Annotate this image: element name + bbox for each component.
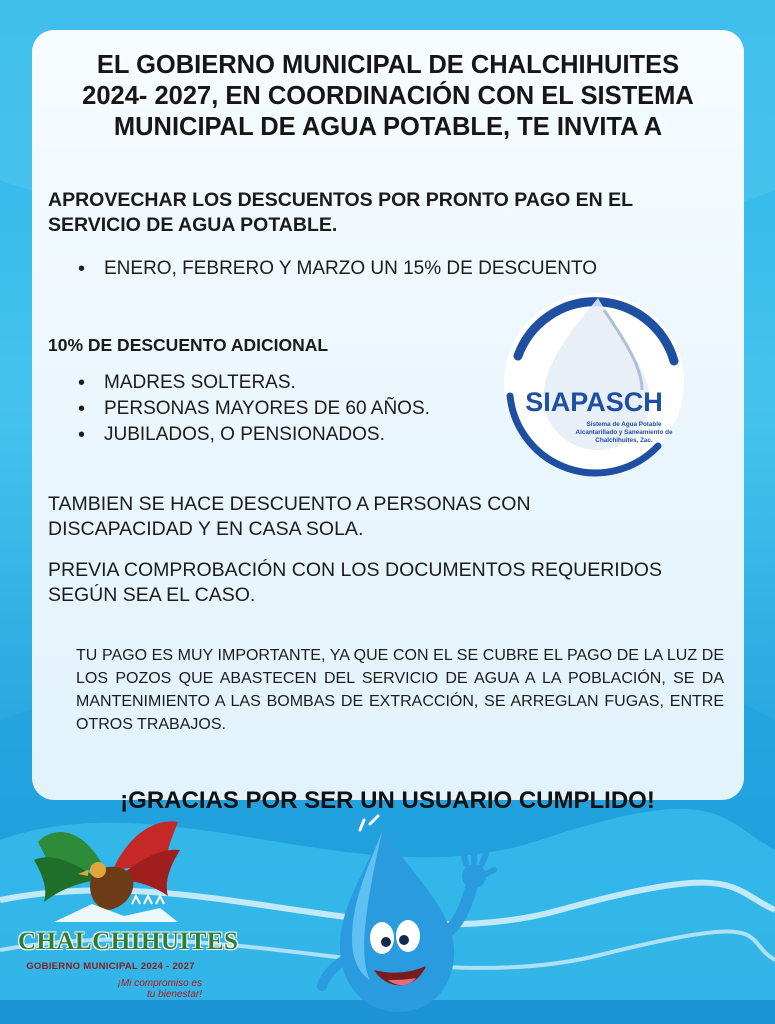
offer-title-line: SERVICIO DE AGUA POTABLE. <box>48 214 338 236</box>
slogan-line: ¡Mi compromiso es <box>117 978 202 989</box>
notice-line: SEGÚN SEA EL CASO. <box>48 584 256 606</box>
title-line: MUNICIPAL DE AGUA POTABLE, TE INVITA A <box>113 113 663 141</box>
municipal-brand-name: CHALCHIHUITES <box>18 928 239 955</box>
list-item: • ENERO, FEBRERO Y MARZO UN 15% DE DESCUENTO <box>76 256 597 282</box>
municipal-slogan <box>102 978 202 1000</box>
offer-list <box>76 256 597 282</box>
page-title <box>40 50 736 143</box>
eagle-emblem-icon <box>28 812 183 932</box>
water-drop-mascot-icon <box>300 810 500 1020</box>
list-item: • MADRES SOLTERAS. <box>76 370 430 396</box>
closing-message: ¡GRACIAS POR SER UN USUARIO CUMPLIDO! <box>120 787 655 814</box>
slogan-line: tu bienestar! <box>146 989 202 1000</box>
disability-notice <box>48 492 648 542</box>
notice-line: DISCAPACIDAD Y EN CASA SOLA. <box>48 518 364 540</box>
logo-name: SIAPASCH <box>525 387 663 417</box>
offer-title-line: APROVECHAR LOS DESCUENTOS POR PRONTO PAGO EN EL <box>48 189 634 211</box>
notice-line: PREVIA COMPROBACIÓN CON LOS DOCUMENTOS REQUERIDOS <box>48 559 662 581</box>
logo-caption: Chalchihuites, Zac. <box>595 437 653 444</box>
municipal-brand-subtitle: GOBIERNO MUNICIPAL 2024 - 2027 <box>26 961 195 972</box>
water-drop-logo-icon <box>498 286 690 480</box>
notice-line: TAMBIEN SE HACE DESCUENTO A PERSONAS CON <box>48 493 531 515</box>
logo-caption: Alcantarillado y Saneamiento de <box>575 429 673 436</box>
additional-discount-list <box>76 370 430 448</box>
list-item: • JUBILADOS, O PENSIONADOS. <box>76 422 430 448</box>
requirement-notice <box>48 558 738 608</box>
additional-discount-title: 10% DE DESCUENTO ADICIONAL <box>48 335 329 355</box>
importance-paragraph: TU PAGO ES MUY IMPORTANTE, YA QUE CON EL SE CUBRE EL PAGO DE LA LUZ DE LOS POZOS QUE ABASTECEN DEL SERVICIO DE AGUA A LA POBLACIÓN, SE DA MANTENIMIENTO A LAS BOMBAS DE EXTRACCIÓN, SE ARREGLAN FUGAS, ENTRE OTROS TRABAJOS. <box>76 647 724 733</box>
title-line: EL GOBIERNO MUNICIPAL DE CHALCHIHUITES <box>96 51 680 79</box>
offer-title <box>48 188 708 238</box>
logo-caption: Sistema de Agua Potable <box>586 421 662 428</box>
list-item: • PERSONAS MAYORES DE 60 AÑOS. <box>76 396 430 422</box>
title-line: 2024- 2027, EN COORDINACIÓN CON EL SISTEMA <box>82 82 694 110</box>
